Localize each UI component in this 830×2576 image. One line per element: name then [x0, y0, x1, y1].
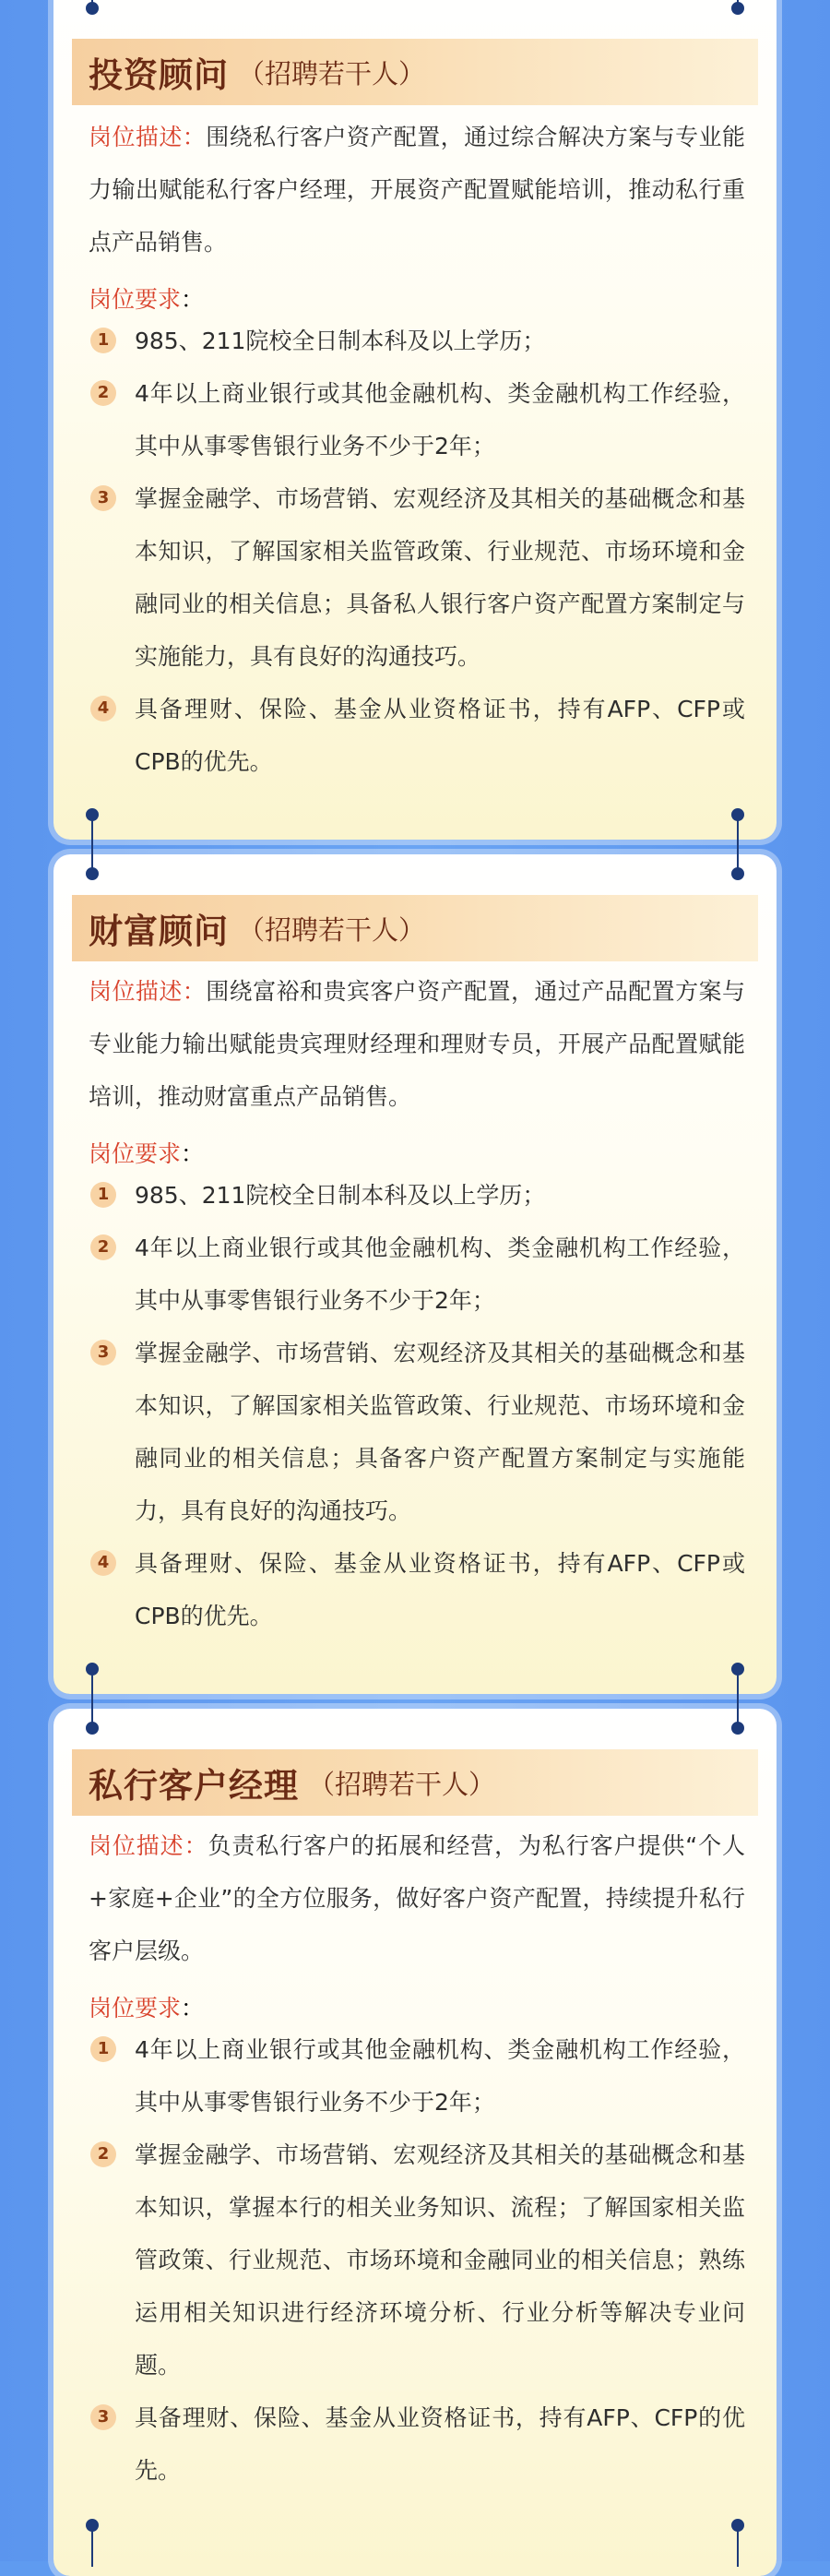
requirements-label: 岗位要求	[89, 1140, 182, 1167]
connector-pin	[84, 2519, 101, 2561]
job-title-bar	[72, 39, 758, 105]
job-card-wealth-advisor	[53, 854, 777, 1694]
description-label: 岗位描述	[89, 978, 183, 1005]
requirements-list	[89, 1169, 745, 1642]
requirement-text: 4年以上商业银行或其他金融机构、类金融机构工作经验，其中从事零售银行业务不少于2年；	[135, 1234, 745, 1314]
job-description	[89, 1819, 745, 1977]
number-badge: 1	[90, 1182, 116, 1208]
connector-pin	[729, 0, 746, 20]
number-badge: 4	[90, 696, 116, 722]
requirement-text: 4年以上商业银行或其他金融机构、类金融机构工作经验，其中从事零售银行业务不少于2年；	[135, 380, 745, 459]
requirements-heading	[89, 1136, 204, 1173]
requirement-text: 具备理财、保险、基金从业资格证书，持有AFP、CFP或CPB的优先。	[135, 1550, 745, 1629]
description-colon: ：	[184, 1832, 208, 1859]
requirement-text: 掌握金融学、市场营销、宏观经济及其相关的基础概念和基本知识，了解国家相关监管政策、行业规范、市场环境和金融同业的相关信息；具备私人银行客户资产配置方案制定与实施能力，具有良好的沟通技巧。	[135, 485, 745, 670]
job-headcount: （招聘若干人）	[238, 57, 426, 89]
job-title: 财富顾问	[89, 912, 229, 951]
requirements-label: 岗位要求	[89, 1995, 182, 2021]
number-badge: 3	[90, 1340, 116, 1366]
job-title: 投资顾问	[89, 55, 229, 95]
requirements-colon: ：	[181, 286, 205, 313]
connector-pin	[84, 1663, 101, 1736]
requirements-list	[89, 2023, 745, 2497]
requirements-label: 岗位要求	[89, 286, 182, 313]
number-badge: 3	[90, 2404, 116, 2430]
requirement-text: 4年以上商业银行或其他金融机构、类金融机构工作经验，其中从事零售银行业务不少于2年；	[135, 2036, 745, 2116]
number-badge: 1	[90, 2036, 116, 2062]
requirement-text: 掌握金融学、市场营销、宏观经济及其相关的基础概念和基本知识，掌握本行的相关业务知识、流程；了解国家相关监管政策、行业规范、市场环境和金融同业的相关信息；熟练运用相关知识进行经济环境分析、行业分析等解决专业问题。	[135, 2141, 745, 2379]
list-item	[89, 315, 745, 367]
requirement-text: 985、211院校全日制本科及以上学历；	[135, 328, 546, 354]
number-badge: 2	[90, 1234, 116, 1260]
number-badge: 3	[90, 485, 116, 511]
requirement-text: 具备理财、保险、基金从业资格证书，持有AFP、CFP或CPB的优先。	[135, 696, 745, 775]
requirements-colon: ：	[181, 1995, 205, 2021]
job-description	[89, 965, 745, 1123]
list-item	[89, 2023, 745, 2129]
list-item	[89, 1327, 745, 1537]
requirements-colon: ：	[181, 1140, 205, 1167]
requirements-heading	[89, 1990, 204, 2027]
requirement-text: 掌握金融学、市场营销、宏观经济及其相关的基础概念和基本知识，了解国家相关监管政策、行业规范、市场环境和金融同业的相关信息；具备客户资产配置方案制定与实施能力，具有良好的沟通技巧。	[135, 1340, 745, 1524]
list-item	[89, 1222, 745, 1327]
number-badge: 1	[90, 328, 116, 353]
description-colon: ：	[182, 124, 207, 150]
number-badge: 4	[90, 1550, 116, 1576]
job-headcount: （招聘若干人）	[308, 1768, 496, 1800]
connector-pin	[729, 1663, 746, 1736]
job-headcount: （招聘若干人）	[238, 913, 426, 946]
job-title-bar	[72, 895, 758, 961]
job-title-bar	[72, 1749, 758, 1816]
description-text: 围绕私行客户资产配置，通过综合解决方案与专业能力输出赋能私行客户经理，开展资产配置赋能培训，推动私行重点产品销售。	[89, 124, 745, 256]
list-item	[89, 2129, 745, 2391]
number-badge: 2	[90, 380, 116, 406]
list-item	[89, 2391, 745, 2497]
requirements-list	[89, 315, 745, 788]
job-description	[89, 111, 745, 268]
description-colon: ：	[182, 978, 207, 1005]
requirement-text: 具备理财、保险、基金从业资格证书，持有AFP、CFP的优先。	[135, 2404, 745, 2484]
connector-pin	[729, 808, 746, 882]
list-item	[89, 683, 745, 788]
job-card-investment-advisor	[53, 0, 777, 840]
description-label: 岗位描述	[89, 124, 183, 150]
connector-pin	[729, 2519, 746, 2561]
job-title: 私行客户经理	[89, 1766, 299, 1806]
connector-pin	[84, 808, 101, 882]
job-card-private-banking-manager	[53, 1709, 777, 2576]
list-item	[89, 367, 745, 472]
list-item	[89, 472, 745, 683]
requirements-heading	[89, 281, 204, 318]
number-badge: 2	[90, 2141, 116, 2167]
description-text: 负责私行客户的拓展和经营，为私行客户提供“个人+家庭+企业”的全方位服务，做好客户资产配置，持续提升私行客户层级。	[89, 1832, 745, 1964]
list-item	[89, 1537, 745, 1642]
list-item	[89, 1169, 745, 1222]
description-text: 围绕富裕和贵宾客户资产配置，通过产品配置方案与专业能力输出赋能贵宾理财经理和理财专员，开展产品配置赋能培训，推动财富重点产品销售。	[89, 978, 745, 1110]
description-label: 岗位描述	[89, 1832, 184, 1859]
connector-pin	[84, 0, 101, 20]
requirement-text: 985、211院校全日制本科及以上学历；	[135, 1182, 546, 1209]
